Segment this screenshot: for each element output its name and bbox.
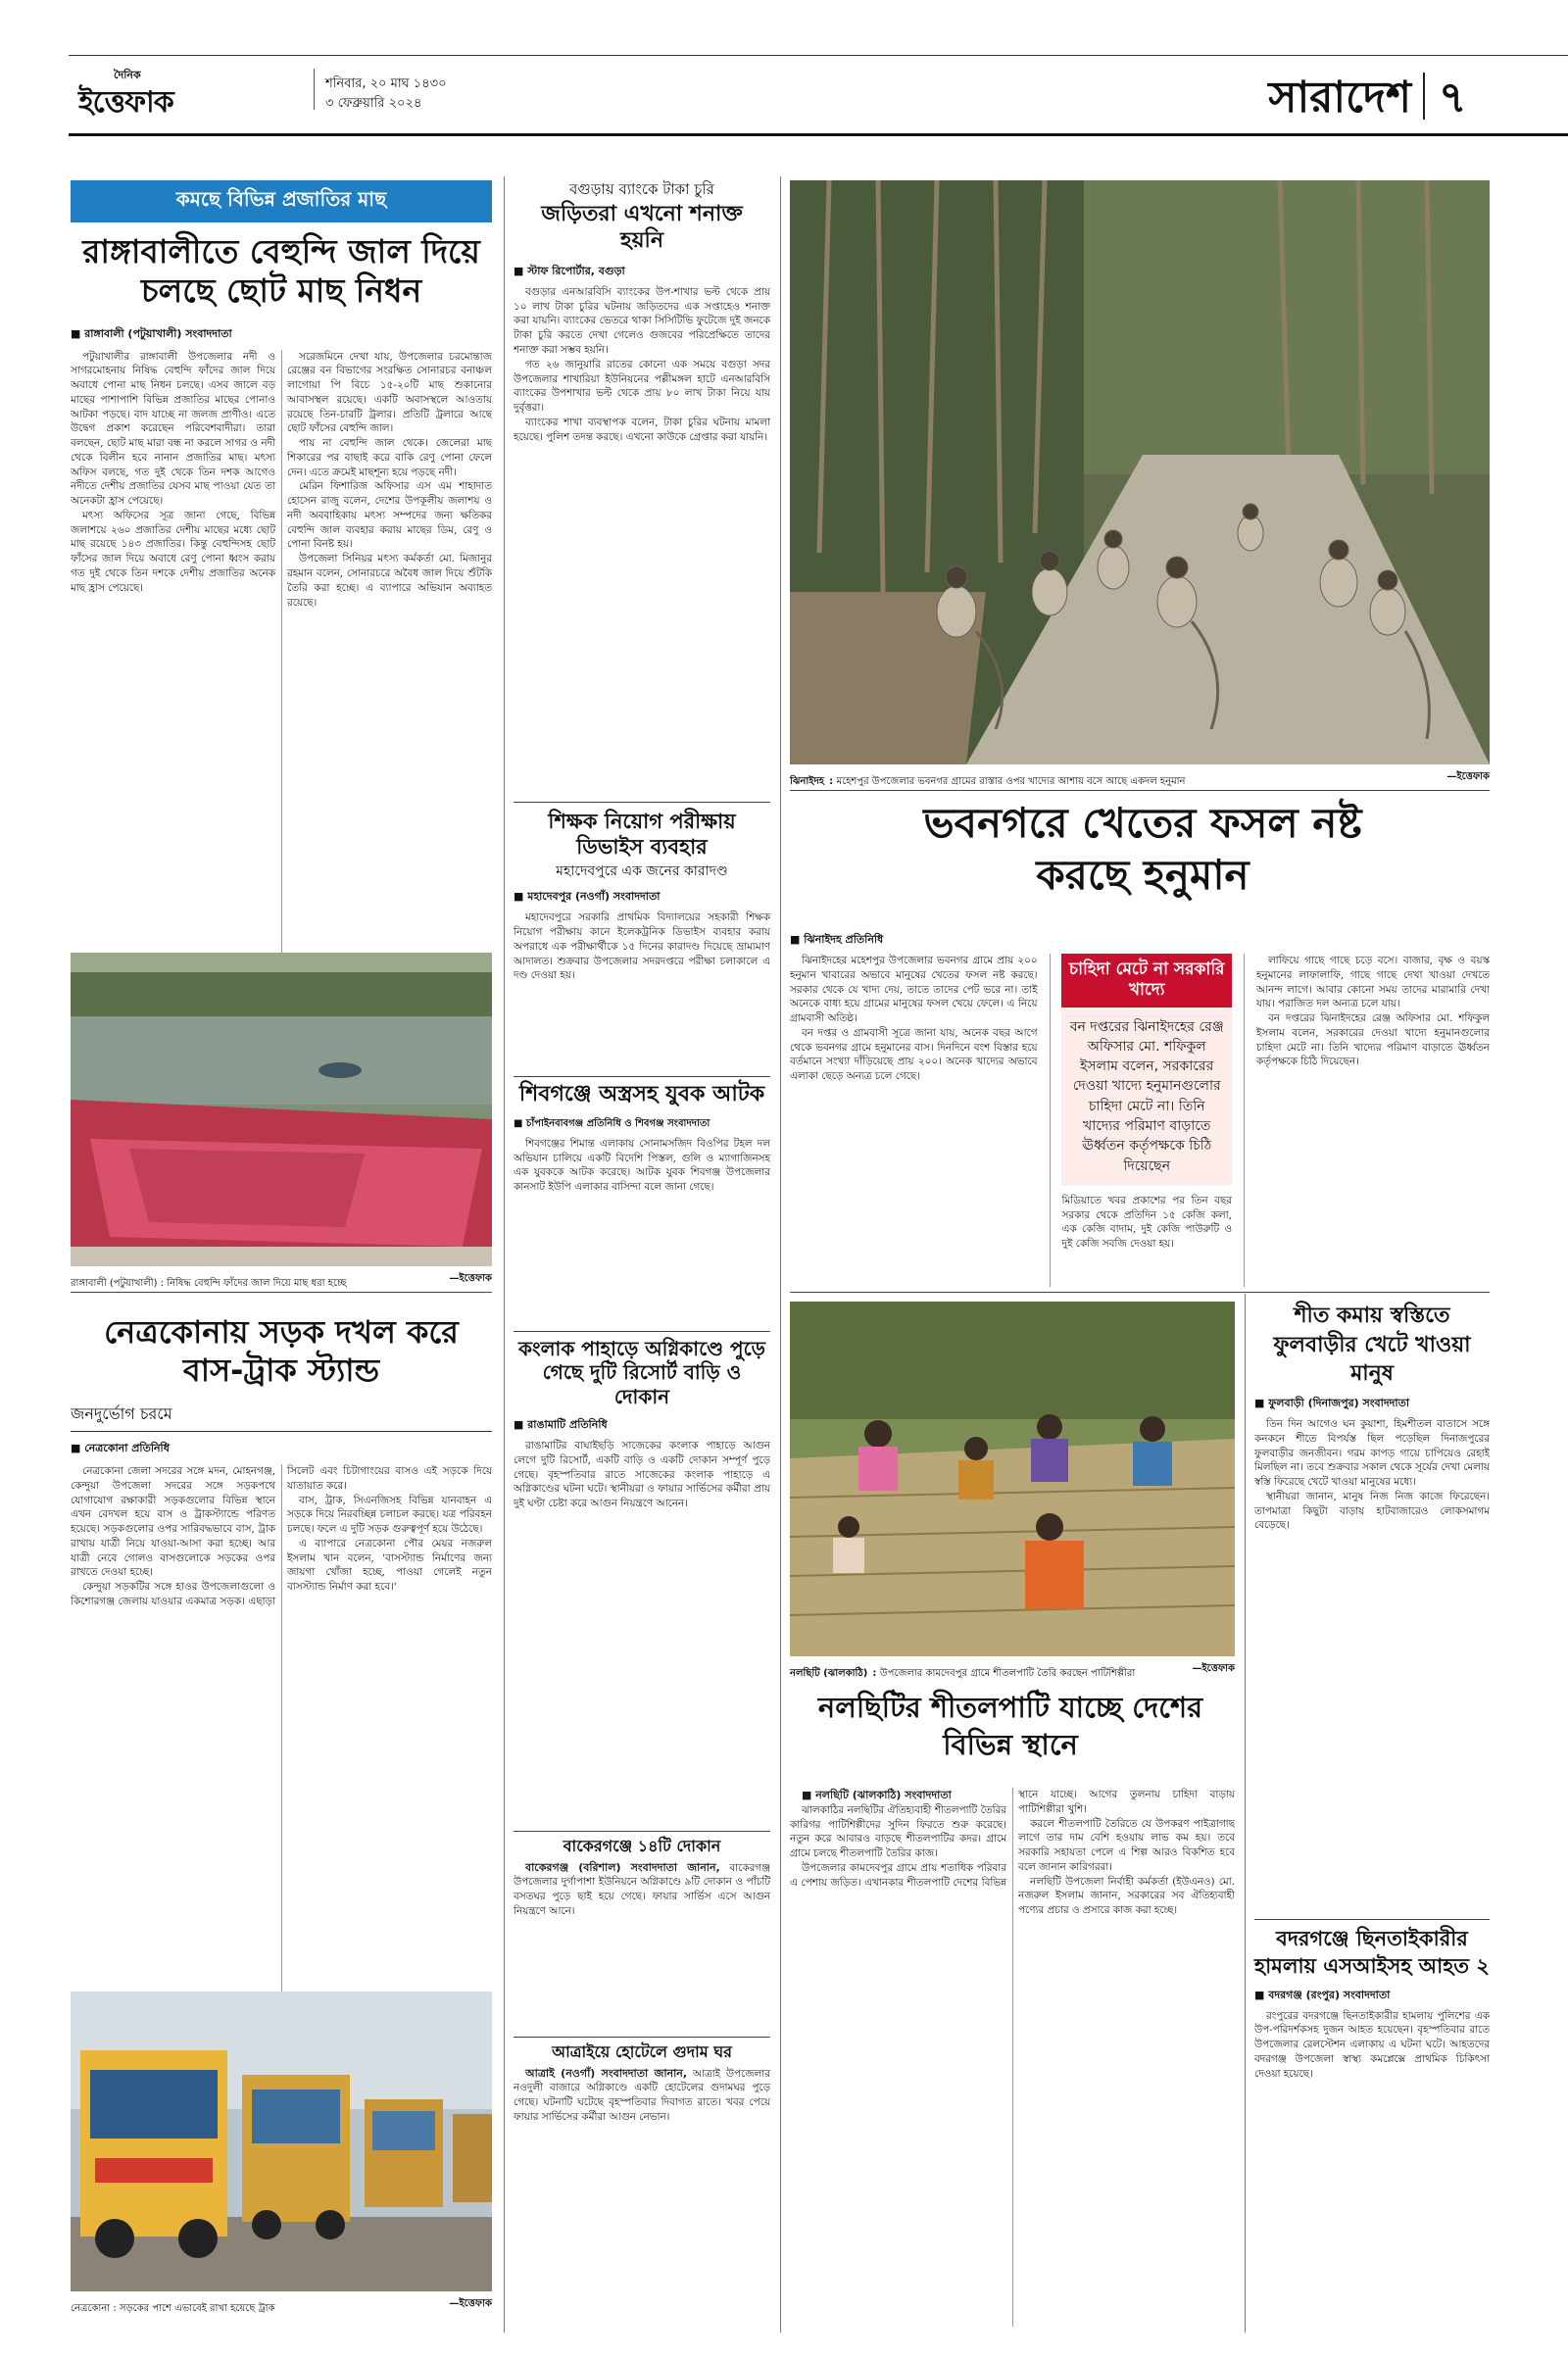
story-kicker: মহাদেবপুরে এক জনের কারাদণ্ড — [556, 863, 728, 880]
sidebar-box — [1061, 954, 1231, 1186]
paragraph: বন দপ্তরের ঝিনাইদহের রেঞ্জ অফিসার মো. শফিকুল ইসলাম বলেন, সরকারের দেওয়া খাদ্যে হনুমানগুলোর চাহিদা মেটে না। তিনি খাদ্যের পরিমাণ বাড়াতে ঊর্ধ্বতন কর্তৃপক্ষকে চিঠি দিয়েছেন। — [1255, 1012, 1490, 1068]
paragraph: ঝালকাঠির নলছিটির ঐতিহ্যবাহী শীতলপাটি তৈরির কারিগর পাটিশিল্পীদের সুদিন ফিরতে শুরু করেছে। নতুন করে আবারও বাড়ছে শীতলপাটির কদর। গ্রামে গ্রামে চলছে শীতলপাটি তৈরির কাজ। — [790, 1803, 1006, 1860]
page-number: ৭ — [1439, 73, 1467, 123]
story-kicker: কমছে বিভিন্ন প্রজাতির মাছ — [175, 187, 387, 211]
story-headline: নলছিটির শীতলপাটি যাচ্ছে দেশের বিভিন্ন স্থানে — [817, 1691, 1203, 1761]
story-headline: কংলাক পাহাড়ে অগ্নিকাণ্ডে পুড়ে গেছে দুটি রিসোর্ট বাড়ি ও দোকান — [518, 1337, 765, 1408]
paragraph: ব্যাংকের শাখা ব্যবস্থাপক বলেন, টাকা চুরির ঘটনায় মামলা হয়েছে। পুলিশ তদন্ত করছে। এখনো কাউকে গ্রেপ্তার করা যায়নি। — [514, 416, 770, 443]
paragraph: রাঙামাটির বাঘাইছড়ি সাজেকের কংলাক পাহাড়ে আগুন লেগে দুটি রিসোর্ট, একটি বাড়ি ও একটি দোকান সম্পূর্ণ পুড়ে গেছে। বৃহস্পতিবার রাতে সাজেকের কংলাক পাহাড়ে এ অগ্নিকাণ্ডের ঘটনা ঘটে। স্থানীয়রা ও ফায়ার সার্ভিসের কর্মীরা প্রায় দুই ঘণ্টা চেষ্টা করে আগুন নিয়ন্ত্রণে আনেন। — [514, 1440, 770, 1510]
story-hanuman — [790, 931, 1490, 1294]
story-body — [1254, 1417, 1490, 1888]
story-byline: ■ ফুলবাড়ী (দিনাজপুর) সংবাদদাতা — [1254, 1397, 1410, 1410]
story-headline: শীত কমায় স্বস্তিতে ফুলবাড়ীর খেটে খাওয়া মানুষ — [1273, 1303, 1471, 1387]
photo-caption: নেত্রকোনা : সড়কের পাশে এভাবেই রাখা হয়েছে ট্রাক — [71, 2303, 275, 2314]
story-byline: ■ নলছিটি (ঝালকাঠি) সংবাদদাতা — [802, 1789, 952, 1801]
paragraph: পায় না বেহুন্দি জাল থেকে। জেলেরা মাছ শিকারের পর বাছাই করে বাকি রেণু পোনা ফেলে দেন। এতে ক্রমেই মাছশূন্য হয়ে পড়ছে নদী। — [287, 437, 492, 478]
paragraph: শিবগঞ্জের শিমান্ত এলাকায় সোনামসজিদ বিওপির টহল দল অভিযান চালিয়ে একটি বিদেশি পিস্তল, গুলি ও ম্যাগাজিনসহ এক যুবককে আটক করেছে। আটক যুবক শিবগঞ্জ উপজেলার কানসাট ইউপি এলাকার বাসিন্দা বলে জানা গেছে। — [514, 1137, 770, 1194]
photo-caption: মহেশপুর উপজেলার ভবনগর গ্রামের রাস্তার ওপর খাদ্যের আশায় বসে আছে একদল হনুমান — [836, 776, 1186, 787]
story-headline: জড়িতরা এখনো শনাক্ত হয়নি — [541, 202, 743, 254]
story-badarganj — [1254, 1925, 1490, 2327]
story-kicker: জনদুর্ভোগ চরমে — [71, 1404, 172, 1424]
story-byline: ■ মহাদেবপুর (নওগাঁ) সংবাদদাতা — [514, 890, 661, 904]
story-atrai-hotel — [514, 2042, 770, 2327]
paragraph: পটুয়াখালীর রাঙ্গাবালী উপজেলার নদী ও সাগরমোহনায় নিষিদ্ধ বেহুন্দি ফাঁদের জাল দিয়ে অবাধে পোনা মাছ নিধন চলছে। এসব জালে বড় মাছের পাশাপাশি বিভিন্ন প্রজাতির মাছের পোনাও আটকা পড়ছে। বাদ যাচ্ছে না জলজ প্রাণীও। এতে উদ্বেগ প্রকাশ করেছেন পরিবেশবাদীরা। তারা বলছেন, ছোট মাছ মারা বন্ধ না করলে সাগর ও নদী থেকে বিলীন হবে নানান প্রজাতির মাছ। মৎস্য অফিস বলছে, গত দুই থেকে তিন দশক আগেও নদীতে দেশীয় প্রজাতির যেসব মাছ পাওয়া যেত তা অনেকটা হ্রাস পেয়েছে। — [71, 350, 275, 508]
paragraph: বাস, ট্রাক, সিএনজিসহ বিভিন্ন যানবাহন এ সড়কে দিয়ে নিরবচ্ছিন্ন চলাচল করছে। যত্র পরিবহন চলছে। ফলে এ দুটি সড়ক গুরুত্বপূর্ণ হয়ে উঠেছে। — [287, 1494, 492, 1536]
photo-credit: —ইত্তেফাক — [1446, 771, 1490, 782]
story-body — [514, 285, 770, 795]
story-headline: বদরগঞ্জে ছিনতাইকারীর হামলায় এসআইসহ আহত ২ — [1254, 1927, 1490, 1979]
story-headline: শিক্ষক নিয়োগ পরীক্ষায় ডিভাইস ব্যবহার — [548, 810, 736, 859]
story-byline: বাকেরগঞ্জ (বরিশাল) সংবাদদাতা জানান, — [525, 1860, 720, 1874]
newspaper-logo — [78, 67, 284, 125]
paragraph: নেত্রকোনা জেলা সদরের সঙ্গে মদন, মোহনগঞ্জ, কেন্দুয়া উপজেলা সদরের সঙ্গে সড়কপথে যোগাযোগ রক্ষাকারী সড়কগুলোর বিভিন্ন স্থানে এখন বেদখল হয়ে বাস ও ট্রাকস্ট্যান্ডে পরিণত হয়েছে। সড়কগুলোর ওপর সারিবদ্ধভাবে বাস, ট্রাক রাখায় যাত্রী নিয়ে যাওয়া-আসা করা হচ্ছে। আর যাত্রী নেবে গোলও বাসগুলোকে সড়কের ওপর রাখতে দেওয়া হচ্ছে। — [71, 1465, 275, 1579]
paragraph: মিডিয়াতে খবর প্রকাশের পর তিন বছর সরকার থেকে প্রতিদিন ১৫ কেজি কলা, এক কেজি বাদাম, দুই কেজি পাউরুটি ও দুই কেজি সবজি দেওয়া হয়। — [1061, 1194, 1232, 1251]
story-sheetalpati — [790, 1788, 1235, 2333]
photo-credit: —ইত্তেফাক — [449, 2298, 492, 2309]
photo-fishing-net — [71, 953, 492, 1266]
story-headline: শিবগঞ্জে অস্ত্রসহ যুবক আটক — [518, 1082, 765, 1107]
paragraph: গত ২৬ জানুয়ারি রাতের কোনো এক সময়ে বগুড়া সদর উপজেলার শাখারিয়া ইউনিয়নের পল্লীমঙ্গল হাটে এনআরবিসি ব্যাংকের উপশাখার ভল্ট থেকে প্রায় ৮০ লাখ টাকা নিয়ে যায় দুর্বৃত্তরা। — [514, 358, 770, 415]
story-body — [71, 1464, 492, 2013]
photo-sheetalpati-weavers — [790, 1302, 1235, 1656]
story-body — [514, 1439, 770, 1733]
story-byline: ■ রাঙ্গাবালী (পটুয়াখালী) সংবাদদাতা — [71, 326, 232, 340]
story-kicker: বগুড়ায় ব্যাংকে টাকা চুরি — [569, 180, 714, 198]
story-bogura-bank — [514, 180, 770, 788]
story-headline: রাঙ্গাবালীতে বেহুন্দি জাল দিয়ে চলছে ছোট মাছ নিধন — [82, 232, 480, 311]
paragraph: করলে শীতলপাটি তৈরিতে যে উপকরণ পাইত্রাগাছ লাগে তার দাম বেশি হওয়ায় লাভ কম হয়। তবে সরকারি সহায়তা পেলে এ শিল্প আরও বিকশিত হবে বলে জানান কারিগররা। — [1018, 1817, 1235, 1873]
paragraph: উপজেলার কামদেবপুর গ্রামে প্রায় শতাধিক পরিবার এ পেশায় জড়িত। এখানকার শীতলপাটি দেশের বিভিন্ন স্থানে যাচ্ছে। আগের তুলনায় চাহিদা বাড়ায় পাটিশিল্পীরা খুশি। — [790, 1789, 1235, 1889]
story-bakerganj-shops — [514, 1837, 770, 2033]
story-body — [514, 910, 770, 1087]
issue-date-english: ৩ ফেব্রুয়ারি ২০২৪ — [325, 95, 422, 111]
story-body — [514, 2066, 770, 2125]
story-byline: ■ চাঁপাইনবাবগঞ্জ প্রতিনিধি ও শিবগঞ্জ সংবাদদাতা — [514, 1117, 710, 1129]
story-headline: নেত্রকোনায় সড়ক দখল করে বাস-ট্রাক স্ট্যান্ড — [104, 1313, 459, 1390]
paragraph: সরেজমিনে দেখা যায়, উপজেলার চরমোন্তাজ রেঞ্জের বন বিভাগের সংরক্ষিত সোনারচর বনাঞ্চল লাগোয়া পি বিচে ১৫-২০টি মাছ শুকানোর আবাসস্থল রয়েছে। একটি অবাসস্থলে আওতায় রয়েছে তিন-চারটি ট্রলার। প্রতিটি ট্রলারে আছে ছোট ফাঁসের বেহুন্দি জাল। — [287, 350, 492, 435]
paragraph: কেন্দুয়া সড়কটির সঙ্গে হাওর উপজেলাগুলো ও কিশোরগঞ্জ জেলায় যাওয়ার একমাত্র সড়ক। এছাড়া সিলেট এবং চিটাগাংয়ের বাসও এই সড়কে দিয়ে যাতায়াত করে। — [71, 1465, 492, 1607]
story-body — [71, 350, 492, 958]
story-konglak-fire — [514, 1337, 770, 1748]
story-byline: ■ ঝিনাইদহ প্রতিনিধি — [790, 933, 884, 946]
logo-main: ইত্তেফাক — [78, 85, 173, 120]
story-headline: আত্রাইয়ে হোটেলে গুদাম ঘর — [552, 2042, 732, 2061]
story-exam-device — [514, 810, 770, 1074]
photo-credit: —ইত্তেফাক — [1192, 1663, 1235, 1674]
paragraph: বগুড়ার এনআরবিসি ব্যাংকের উপ-শাখার ভল্ট থেকে প্রায় ১০ লাখ টাকা চুরির ঘটনায় জড়িতদের এক সপ্তাহেও শনাক্ত করা যায়নি। ব্যাংকের ভেতরে থাকা সিসিটিভি ফুটেজে দুই জনকে টাকা চুরি করতে দেখা গেলেও গুজবের পরিপ্রেক্ষিতে তাদের শনাক্ত করা সম্ভব হয়নি। — [514, 285, 770, 357]
photo-caption: রাঙ্গাবালী (পটুয়াখালী) : নিষিদ্ধ বেহুন্দি ফাঁদের জাল দিয়ে মাছ ধরা হচ্ছে — [71, 1278, 347, 1289]
photo-trucks — [71, 1992, 492, 2291]
story-shibganj-arms — [514, 1082, 770, 1327]
story-byline: ■ রাঙামাটি প্রতিনিধি — [514, 1418, 608, 1432]
story-headline: বাকেরগঞ্জে ১৪টি দোকান — [563, 1837, 721, 1855]
paragraph: তিন দিন আগেও ঘন কুয়াশা, হিমশীতল বাতাসে সঙ্গে কনকনে শীতে বিপর্যস্ত ছিল পড়েছিল দিনাজপুরের ফুলবাড়ীর জনজীবন। গরম কাপড় গায়ে চাপিয়েও রেহাই মিলছিল না। তবে শুক্রবার সকাল থেকে সূর্যের দেখা মেলায় স্বস্তি ফিরেছে খেটে খাওয়া মানুষের মধ্যে। — [1254, 1418, 1490, 1489]
story-body — [1254, 2009, 1490, 2284]
paragraph: লাফিয়ে গাছে গাছে চড়ে বসে। বাজার, বৃক্ষ ও বয়স্ক হনুমানের লাফালাফি, গাছে গাছে দেখা খাওয়া দেখতে আনন্দ লাগে। আবার কোনো সময় তাদের মারামারি দেখা যায়। পরাজিত দল অন্যত্র চলে যায়। — [1255, 955, 1490, 1010]
photo-caption-place: নলছিটি (ঝালকাঠি) — [790, 1668, 868, 1679]
photo-caption: উপজেলার কামদেবপুর গ্রামে শীতলপাটি তৈরি করছেন পাটিশিল্পীরা — [879, 1668, 1136, 1679]
paragraph: বন দপ্তর ও গ্রামবাসী সূত্রে জানা যায়, অনেক বছর আগে থেকে ভবনগর গ্রামে হনুমানের বাস। দিনদিনে বংশ বিস্তার হয়ে বর্তমানে সংখ্যা দাঁড়িয়েছে প্রায় ২০০। অনেক খাদ্যের অভাবে এলাকা ছেড়ে অন্যত্র চলে গেছে। — [790, 1026, 1038, 1083]
kicker-line — [71, 1402, 492, 1432]
paragraph: মৎস্য অফিসের সূত্র জানা গেছে, বিভিন্ন জলাশয়ে ২৬০ প্রজাতির দেশীয় মাছের মধ্যে ছোট মাছ রয়েছে ১৪৩ প্রজাতির। কিন্তু বেহুন্দিসহ ছোট ফাঁসের জাল দিয়ে অবাধে রেণু পোনা ধ্বংস করায় গত দুই থেকে তিন দশকে দেশীয় প্রজাতির অনেক মাছ হ্রাস পেয়েছে। — [71, 509, 275, 594]
story-byline: ■ বদরগঞ্জ (রংপুর) সংবাদদাতা — [1254, 1988, 1391, 2001]
paragraph: রংপুরের বদরগঞ্জে ছিনতাইকারীর হামলায় পুলিশের এক উপ-পরিদর্শকসহ দুজন আহত হয়েছেন। বৃহস্পতিবার রাতে উপজেলার রেলস্টেশন এলাকায় এ ঘটনা ঘটে। আহতদের বদরগঞ্জ উপজেলা স্বাস্থ্য কমপ্লেক্সে প্রাথমিক চিকিৎসা দেওয়া হয়েছে। — [1254, 2009, 1490, 2080]
kicker-bar — [71, 180, 492, 222]
photo-credit: —ইত্তেফাক — [449, 1273, 492, 1284]
paragraph: ঝিনাইদহের মহেশপুর উপজেলার ভবনগর গ্রামে প্রায় ২০০ হনুমান খাবারের অভাবে মানুষের খেতের ফসল নষ্ট করছে। সরকার থেকে যে খাদ্য দেয়, তাতে তাদের পেট ভরে না। তাই অনেকে বাধ্য হয়ে গ্রামের মানুষের ফসল খেয়ে ফেলে। এ নিয়ে গ্রামবাসী অতিষ্ঠ। — [790, 955, 1038, 1025]
issue-date-bangla: শনিবার, ২০ মাঘ ১৪৩০ — [325, 76, 447, 91]
story-byline: ■ নেত্রকোনা প্রতিনিধি — [71, 1442, 170, 1455]
paragraph: বাকেরগঞ্জ উপজেলার দুর্গাপাশা ইউনিয়নে অগ্নিকাণ্ডে ৯টি দোকান ও পাঁচটি বসতঘর পুড়ে ছাই হয়ে গেছে। ফায়ার সার্ভিস এসে আগুন নিয়ন্ত্রণে আনে। — [514, 1861, 770, 1917]
photo-caption-place: ঝিনাইদহ — [790, 776, 825, 787]
photo-monkeys — [790, 180, 1490, 764]
sidebar-title: চাহিদা মেটে না সরকারি খাদ্যে — [1068, 959, 1225, 1001]
story-body — [514, 1137, 770, 1284]
paragraph: নলছিটি উপজেলা নির্বাহী কর্মকর্তা (ইউএনও) মো. নজরুল ইসলাম জানান, সরকারের সব ঐতিহ্যবাহী পণ্যের প্রচার ও প্রসারে কাজ করা হচ্ছে। — [1018, 1875, 1235, 1917]
paragraph: মহাদেবপুরে সরকারি প্রাথমিক বিদ্যালয়ের সহকারী শিক্ষক নিয়োগ পরীক্ষায় কানে ইলেকট্রনিক ডিভাইস ব্যবহার করায় অপরাধে এক পরীক্ষার্থীকে ১৫ দিনের কারাদণ্ড দিয়েছে ভ্রাম্যমাণ আদালত। শুক্রবার উপজেলার সদরদপ্তরে পরীক্ষা চলাকালে এ দণ্ড দেওয়া হয়। — [514, 911, 770, 982]
story-headline: ভবনগরে খেতের ফসল নষ্ট করছে হনুমান — [923, 799, 1362, 899]
logo-top: দৈনিক — [114, 69, 141, 81]
paragraph: স্থানীয়রা জানান, মানুষ নিজ নিজ কাজে ফিরেছেন। তাপমাত্রা কিছুটা বাড়ায় হাটবাজারেও লোকসমাগম বেড়েছে। — [1254, 1490, 1490, 1532]
story-fulbari-cold — [1254, 1302, 1490, 1919]
paragraph: মেরিন ফিশারিজ অফিসার এস এম শাহাদাত হোসেন রাজু বলেন, দেশের উপকূলীয় জলাশয় ও নদী অববাহিকায় মৎস্য সম্পদের জন্য ক্ষতিকর বেহুন্দি জাল ব্যবহার করায় মাছের ডিম, রেণু ও পোনা বিনষ্ট হয়। — [287, 480, 492, 551]
section-title: সারাদেশ — [1268, 73, 1411, 123]
paragraph: এ ব্যাপারে নেত্রকোনা পৌর মেয়র নজরুল ইসলাম খান বলেন, 'বাসস্ট্যান্ড নির্মাণের জন্য জায়গা খোঁজা হচ্ছে, পাওয়া গেলেই নতুন বাসস্ট্যান্ড নির্মাণ করা হবে।' — [287, 1537, 492, 1594]
story-byline: ■ স্টাফ রিপোর্টার, বগুড়া — [514, 264, 625, 277]
paragraph: উপজেলা সিনিয়র মৎস্য কর্মকর্তা মো. মিজানুর রহমান বলেন, সোনারচরে অবৈধ জাল দিয়ে শুঁটকি তৈরি করা হচ্ছে। এ ব্যাপারে অভিযান অব্যাহত রয়েছে। — [287, 553, 492, 609]
paragraph: আত্রাই উপজেলার নওদুলী বাজারে অগ্নিকাণ্ডে একটি হোটেলের গুদামঘর পুড়ে গেছে। ঘটনাটি ঘটেছে বৃহস্পতিবার দিবাগত রাতে। খবর পেয়ে ফায়ার সার্ভিসের কর্মীরা আগুন নেভান। — [514, 2067, 770, 2123]
story-body — [514, 1860, 770, 1919]
sidebar-quote: বন দপ্তরের ঝিনাইদহের রেঞ্জ অফিসার মো. শফিকুল ইসলাম বলেন, সরকারের দেওয়া খাদ্যে হনুমানগুলোর চাহিদা মেটে না। তিনি খাদ্যের পরিমাণ বাড়াতে ঊর্ধ্বতন কর্তৃপক্ষকে চিঠি দিয়েছেন — [1069, 1018, 1224, 1174]
story-byline: আত্রাই (নওগাঁ) সংবাদদাতা জানান, — [525, 2066, 688, 2080]
